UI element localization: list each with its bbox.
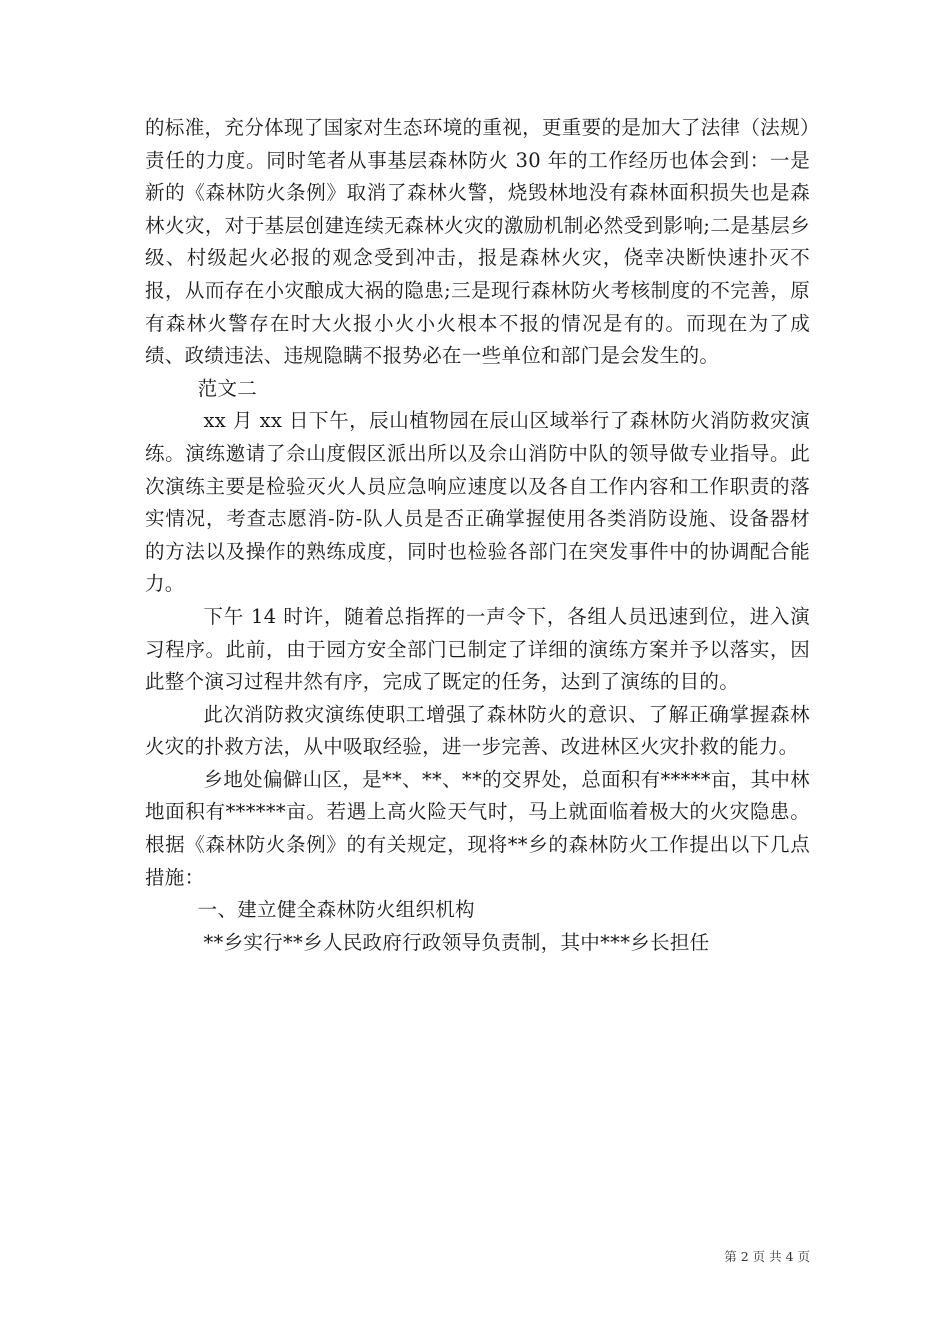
document-body xyxy=(145,112,810,959)
section-heading-organization: 一、建立健全森林防火组织机构 xyxy=(197,898,475,922)
paragraph-continuation: 的标准，充分体现了国家对生态环境的重视，更重要的是加大了法律（法规）责任的力度。同时笔者从事基层森林防火 30 年的工作经历也体会到：一是新的《森林防火条例》取消了森林火警，烧毁林地没有森林面积损失也是森林火灾，对于基层创建连续无森林火灾的激励机制必然受到影响;二是基层乡级、村级起火必报的观念受到冲击，报是森林火灾，侥幸决断快速扑灭不报，从而存在小灾酿成大祸的隐患;三是现行森林防火考核制度的不完善，原有森林火警存在时大火报小火小火根本不报的情况是有的。而现在为了成绩、政绩违法、违规隐瞒不报势必在一些单位和部门是会发生的。 xyxy=(145,116,810,368)
paragraph-drill-intro: xx 月 xx 日下午，辰山植物园在辰山区域举行了森林防火消防救灾演练。演练邀请了佘山度假区派出所以及佘山消防中队的领导做专业指导。此次演练主要是检验灭火人员应急响应速度以及各自工作内容和工作职责的落实情况，考查志愿消-防-队人员是否正确掌握使用各类消防设施、设备器材的方法以及操作的熟练成度，同时也检验各部门在突发事件中的协调配合能力。 xyxy=(145,409,810,596)
paragraph-drill-process: 下午 14 时许，随着总指挥的一声令下，各组人员迅速到位，进入演习程序。此前，由于园方安全部门已制定了详细的演练方案并予以落实，因此整个演习过程井然有序，完成了既定的任务，达到了演练的目的。 xyxy=(145,604,810,694)
paragraph-responsibility: **乡实行**乡人民政府行政领导负责制，其中***乡长担任 xyxy=(203,930,710,954)
paragraph-township-overview: 乡地处偏僻山区，是**、**、**的交界处，总面积有*****亩，其中林地面积有******亩。若遇上高火险天气时，马上就面临着极大的火灾隐患。根据《森林防火条例》的有关规定，现将**乡的森林防火工作提出以下几点措施： xyxy=(145,767,810,889)
section-heading-example-two: 范文二 xyxy=(197,376,258,400)
page-number: 第 2 页 共 4 页 xyxy=(724,1249,810,1264)
paragraph-drill-result: 此次消防救灾演练使职工增强了森林防火的意识、了解正确掌握森林火灾的扑救方法，从中吸取经验，进一步完善、改进林区火灾扑救的能力。 xyxy=(145,702,810,759)
